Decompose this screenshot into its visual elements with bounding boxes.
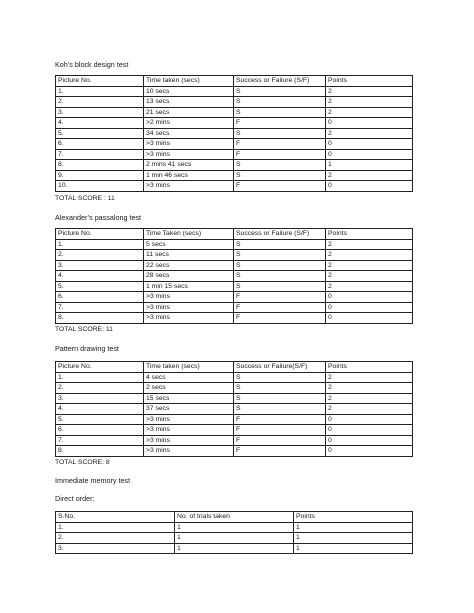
table-row [56, 446, 413, 457]
table-cell: 2 [326, 128, 413, 139]
section-subtitle-direct-order: Direct order: [55, 494, 95, 503]
table-cell: 7. [56, 435, 144, 446]
table-cell: 3. [56, 107, 144, 118]
table-header-row [56, 76, 413, 87]
table-row [56, 533, 413, 544]
table-cell: S [234, 281, 326, 292]
table-cell: F [234, 139, 326, 150]
table-cell: S [234, 271, 326, 282]
table-cell: 5 secs [144, 239, 234, 250]
table-cell: 2 [326, 404, 413, 415]
table-row [56, 393, 413, 404]
table-row [56, 302, 413, 313]
table-cell: 7. [56, 149, 144, 160]
table-cell: S [234, 86, 326, 97]
table-cell: 0 [326, 435, 413, 446]
table-cell: 28 secs [144, 271, 234, 282]
table-cell: 3. [56, 543, 175, 554]
table-cell: >3 mins [144, 435, 234, 446]
table-cell: 10 secs [144, 86, 234, 97]
table-cell: 0 [326, 425, 413, 436]
header-cell: Picture No. [56, 362, 144, 373]
table-row [56, 522, 413, 533]
header-cell: Time taken (secs) [144, 362, 234, 373]
table-cell: 6. [56, 292, 144, 303]
table-cell: S [234, 239, 326, 250]
header-cell: Picture No. [56, 229, 144, 240]
table-cell: >3 mins [144, 292, 234, 303]
table-cell: S [234, 393, 326, 404]
table-cell: 0 [326, 302, 413, 313]
table-cell: 37 secs [144, 404, 234, 415]
header-cell: Points [326, 76, 413, 87]
table-cell: 9. [56, 170, 144, 181]
table-cell: 0 [326, 292, 413, 303]
table-row [56, 404, 413, 415]
total-score-passalong: TOTAL SCORE: 11 [55, 326, 113, 333]
table-cell: 1 [294, 543, 413, 554]
table-cell: 34 secs [144, 128, 234, 139]
header-cell: S.No. [56, 512, 175, 523]
table-cell: 2 [326, 250, 413, 261]
table-row [56, 107, 413, 118]
table-cell: 1 [175, 533, 294, 544]
table-row [56, 435, 413, 446]
table-cell: 1 [175, 543, 294, 554]
table-cell: F [234, 118, 326, 129]
header-cell: Success or Failure (S/F) [234, 229, 326, 240]
table-cell: 0 [326, 139, 413, 150]
table-cell: F [234, 181, 326, 192]
table-cell: 2 mins 41 secs [144, 160, 234, 171]
header-cell: Points [326, 362, 413, 373]
pattern-table [55, 361, 413, 457]
table-cell: S [234, 170, 326, 181]
table-cell: 4. [56, 118, 144, 129]
table-row [56, 118, 413, 129]
table-cell: 2 [326, 271, 413, 282]
table-cell: 4. [56, 271, 144, 282]
table-cell: >3 mins [144, 446, 234, 457]
table-cell: 4. [56, 404, 144, 415]
table-row [56, 260, 413, 271]
table-cell: 8. [56, 446, 144, 457]
header-cell: Success or Failure(S/F) [234, 362, 326, 373]
header-cell: Time Taken (secs) [144, 229, 234, 240]
table-cell: 2. [56, 383, 144, 394]
table-cell: F [234, 435, 326, 446]
table-cell: 0 [326, 149, 413, 160]
table-cell: >3 mins [144, 425, 234, 436]
header-cell: Success or Failure (S/F) [234, 76, 326, 87]
table-cell: F [234, 425, 326, 436]
table-cell: S [234, 107, 326, 118]
table-cell: 22 secs [144, 260, 234, 271]
table-cell: 1 min 46 secs [144, 170, 234, 181]
table-cell: 1. [56, 372, 144, 383]
header-cell: Points [326, 229, 413, 240]
table-cell: 0 [326, 181, 413, 192]
table-row [56, 170, 413, 181]
table-cell: S [234, 260, 326, 271]
table-cell: S [234, 160, 326, 171]
table-cell: 8. [56, 313, 144, 324]
table-row [56, 271, 413, 282]
table-row [56, 313, 413, 324]
table-cell: 4 secs [144, 372, 234, 383]
table-cell: F [234, 302, 326, 313]
table-cell: 2. [56, 250, 144, 261]
table-cell: 0 [326, 313, 413, 324]
table-cell: 0 [326, 118, 413, 129]
table-cell: 2 [326, 107, 413, 118]
table-row [56, 383, 413, 394]
section-title-koh: Koh’s block design test [55, 60, 129, 69]
table-header-row [56, 512, 413, 523]
table-header-row [56, 362, 413, 373]
table-cell: 2. [56, 97, 144, 108]
header-cell: No. of trials taken [175, 512, 294, 523]
table-cell: 2 [326, 372, 413, 383]
table-row [56, 292, 413, 303]
table-cell: 2 [326, 239, 413, 250]
table-cell: >3 mins [144, 414, 234, 425]
koh-table-body [56, 76, 413, 192]
passalong-table [55, 228, 413, 324]
header-cell: Time taken (secs) [144, 76, 234, 87]
table-cell: 6. [56, 425, 144, 436]
table-cell: 2 [326, 383, 413, 394]
table-row [56, 181, 413, 192]
table-row [56, 128, 413, 139]
table-cell: 1. [56, 522, 175, 533]
table-cell: 13 secs [144, 97, 234, 108]
table-cell: 10. [56, 181, 144, 192]
table-cell: F [234, 292, 326, 303]
table-cell: 2 secs [144, 383, 234, 394]
table-row [56, 281, 413, 292]
table-cell: 6. [56, 139, 144, 150]
table-cell: >3 mins [144, 181, 234, 192]
table-cell: 5. [56, 281, 144, 292]
table-row [56, 414, 413, 425]
table-cell: 7. [56, 302, 144, 313]
table-cell: >3 mins [144, 302, 234, 313]
table-cell: S [234, 97, 326, 108]
section-title-memory: Immediate memory test [55, 476, 131, 485]
table-cell: 2 [326, 281, 413, 292]
table-cell: 11 secs [144, 250, 234, 261]
header-cell: Points [294, 512, 413, 523]
table-cell: S [234, 128, 326, 139]
table-cell: 21 secs [144, 107, 234, 118]
table-cell: 1 [294, 533, 413, 544]
table-row [56, 149, 413, 160]
table-cell: F [234, 313, 326, 324]
total-score-pattern: TOTAL SCORE: 8 [55, 459, 110, 466]
table-cell: F [234, 149, 326, 160]
total-score-koh: TOTAL SCORE : 11 [55, 195, 115, 202]
section-title-pattern: Pattern drawing test [55, 344, 119, 353]
table-header-row [56, 229, 413, 240]
table-cell: 5. [56, 414, 144, 425]
header-cell: Picture No. [56, 76, 144, 87]
table-cell: 2 [326, 393, 413, 404]
pattern-table-body [56, 362, 413, 457]
table-cell: >3 mins [144, 149, 234, 160]
table-cell: S [234, 404, 326, 415]
table-cell: 1 [326, 160, 413, 171]
table-cell: 1 [294, 522, 413, 533]
table-cell: S [234, 250, 326, 261]
table-cell: 1. [56, 86, 144, 97]
section-title-passalong: Alexander’s passalong test [55, 213, 142, 222]
table-cell: F [234, 414, 326, 425]
table-row [56, 239, 413, 250]
table-cell: F [234, 446, 326, 457]
table-cell: 0 [326, 414, 413, 425]
table-row [56, 97, 413, 108]
table-cell: 2 [326, 260, 413, 271]
table-cell: 15 secs [144, 393, 234, 404]
table-cell: 1 min 15 secs [144, 281, 234, 292]
table-cell: 2 [326, 170, 413, 181]
table-row [56, 160, 413, 171]
memory-table-body [56, 512, 413, 554]
table-cell: 3. [56, 393, 144, 404]
table-cell: >3 mins [144, 313, 234, 324]
table-cell: 2 [326, 97, 413, 108]
table-cell: 2 [326, 86, 413, 97]
table-cell: S [234, 372, 326, 383]
table-cell: 5. [56, 128, 144, 139]
table-row [56, 372, 413, 383]
table-cell: S [234, 383, 326, 394]
table-row [56, 86, 413, 97]
table-cell: 0 [326, 446, 413, 457]
passalong-table-body [56, 229, 413, 324]
koh-table [55, 75, 413, 192]
memory-table [55, 511, 413, 554]
table-row [56, 425, 413, 436]
table-row [56, 543, 413, 554]
table-row [56, 250, 413, 261]
table-cell: 2. [56, 533, 175, 544]
table-cell: 1. [56, 239, 144, 250]
table-cell: 1 [175, 522, 294, 533]
table-cell: 8. [56, 160, 144, 171]
table-cell: >2 mins [144, 118, 234, 129]
table-cell: 3. [56, 260, 144, 271]
table-cell: >3 mins [144, 139, 234, 150]
table-row [56, 139, 413, 150]
